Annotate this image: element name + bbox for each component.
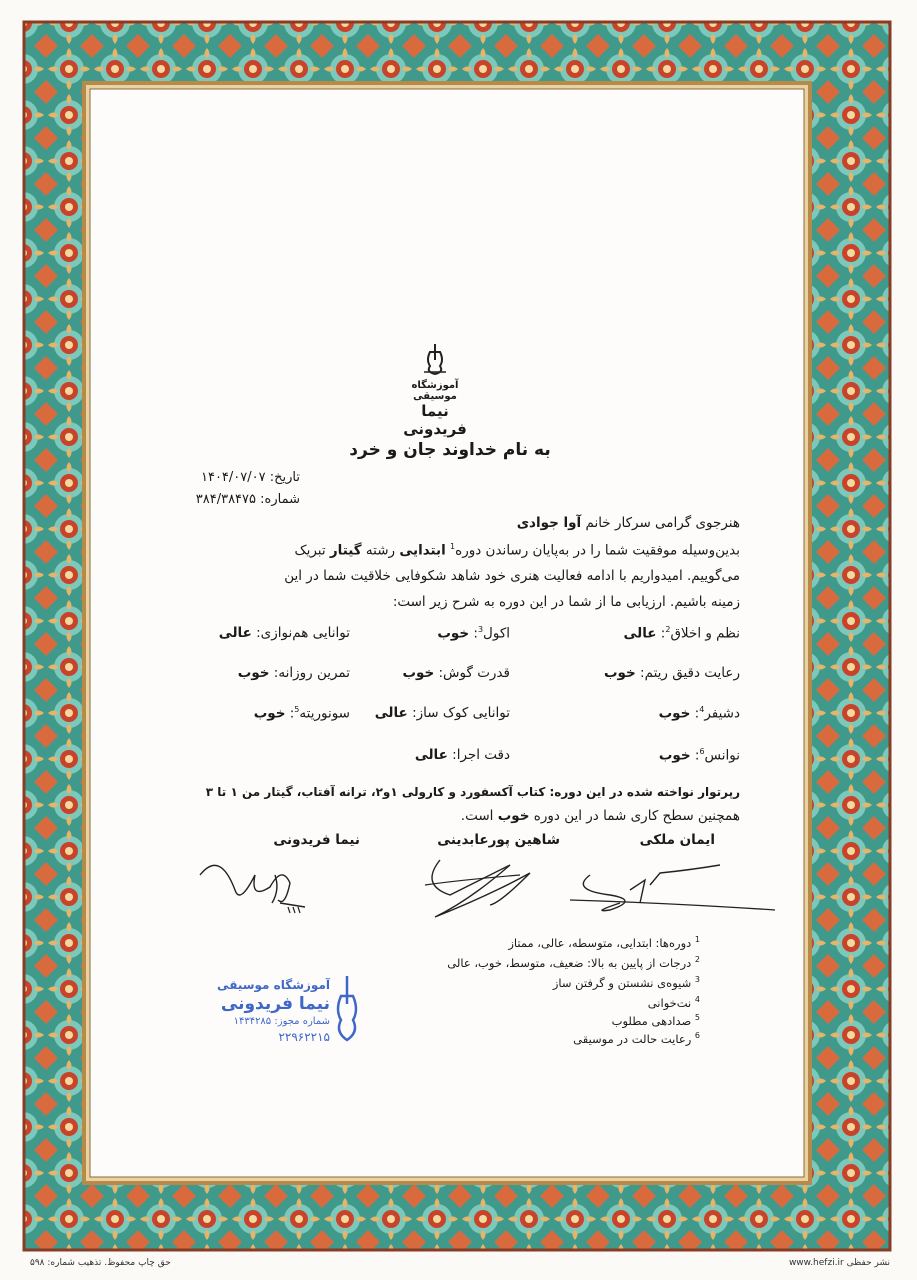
- eval-label: قدرت گوش: [443, 665, 510, 681]
- signatory-name: شاهین پورعابدینی: [437, 832, 560, 848]
- footnote-text: دوره‌ها: ابتدایی، متوسطه، عالی، ممتاز: [508, 935, 692, 950]
- guitar-stamp-icon: [333, 974, 361, 1044]
- date-row: [180, 470, 300, 485]
- footnote-item: [430, 995, 700, 1010]
- eval-label: تمرین روزانه: [278, 665, 350, 681]
- eval-label: توانایی هم‌نوازی: [260, 625, 350, 641]
- paragraph-line1: [180, 542, 740, 559]
- recipient-prefix: هنرجوی گرامی سرکار خانم: [585, 515, 740, 531]
- number-value: ۳۸۴/۳۸۴۷۵: [195, 492, 257, 507]
- copyright-note: حق چاپ محفوظ. تذهیب شماره: ۵۹۸: [30, 1258, 171, 1268]
- course-field: گیتار: [329, 542, 362, 559]
- eval-value: خوب: [437, 625, 470, 642]
- footnote-item: [430, 975, 700, 990]
- eval-item: توانایی هم‌نوازی: عالی: [218, 625, 350, 641]
- eval-item: اکول$^3$: خوب: [437, 625, 510, 642]
- paragraph-line2: می‌گوییم. امیدواریم با ادامه فعالیت هنری خود شاهد شکوفایی خلاقیت شما در این: [284, 568, 740, 584]
- school-stamp: [205, 970, 365, 1050]
- level-line: [180, 808, 740, 824]
- stamp-line4: ۲۲۹۶۲۲۱۵: [278, 1030, 330, 1044]
- eval-sup: 2: [665, 625, 671, 634]
- eval-item: سونوریته$^5$: خوب: [253, 705, 350, 722]
- repertoire-line: رپرتوار نواخته شده در این دوره: کتاب آکسفورد و کارولی ۱و۲، ترانه آفتاب، گیتار من ۱ تا ۳: [205, 785, 740, 799]
- eval-value: خوب: [237, 665, 270, 681]
- eval-item: دشیفر$^4$: خوب: [658, 705, 740, 722]
- eval-item: دقت اجرا: عالی: [414, 747, 510, 763]
- stamp-line1: آموزشگاه موسیقی: [217, 978, 330, 992]
- level-text-a: همچنین سطح کاری شما در این دوره: [533, 808, 740, 824]
- para-text-c: تبریک: [294, 542, 326, 559]
- course-level: ابتدایی: [399, 542, 446, 559]
- footnote-number: 2: [694, 955, 700, 964]
- footnote-number: 5: [694, 1013, 700, 1022]
- eval-item: تمرین روزانه: خوب: [237, 665, 350, 681]
- eval-item: توانایی کوک ساز: عالی: [374, 705, 510, 721]
- eval-item: نظم و اخلاق$^2$: عالی: [623, 625, 740, 642]
- number-label: شماره:: [260, 492, 300, 507]
- school-logo: [395, 342, 475, 438]
- level-text-b: است.: [460, 808, 494, 824]
- eval-label: دقت اجرا: [456, 747, 510, 763]
- eval-sup: 3: [477, 625, 484, 634]
- recipient-name: آوا جوادی: [516, 515, 582, 531]
- para-footnote-ref: 1: [450, 542, 456, 551]
- date-label: تاریخ:: [269, 470, 300, 485]
- footnote-item: [430, 1031, 700, 1046]
- guitar-logo-icon: [420, 342, 450, 376]
- footnote-item: [430, 935, 700, 950]
- eval-value: خوب: [253, 705, 286, 722]
- eval-value: عالی: [374, 705, 408, 721]
- signatures-image: [190, 845, 790, 930]
- footnote-text: صدادهی مطلوب: [611, 1013, 692, 1028]
- eval-sup: 4: [699, 705, 705, 714]
- eval-label: نوانس: [704, 747, 740, 764]
- para-text-a: بدین‌وسیله موفقیت شما را در به‌پایان رساندن دوره: [455, 542, 740, 559]
- stamp-line2: نیما فریدونی: [220, 994, 330, 1014]
- footnote-text: رعایت حالت در موسیقی: [573, 1031, 692, 1046]
- footnote-number: 6: [694, 1031, 700, 1040]
- number-row: [180, 492, 300, 507]
- eval-value: عالی: [623, 625, 657, 642]
- date-value: ۱۴۰۴/۰۷/۰۷: [200, 470, 266, 485]
- paragraph-line3: زمینه باشیم. ارزیابی ما از شما در این دوره به شرح زیر است:: [392, 594, 740, 610]
- eval-value: خوب: [658, 705, 691, 722]
- footnote-text: شیوه‌ی نشستن و گرفتن ساز: [552, 975, 692, 990]
- eval-label: نظم و اخلاق: [670, 625, 740, 642]
- footnote-item: [430, 1013, 700, 1028]
- eval-label: سونوریته: [299, 705, 350, 722]
- level-value: خوب: [497, 808, 530, 824]
- footnote-item: [390, 955, 700, 970]
- footnote-number: 3: [694, 975, 700, 984]
- signatory-name: نیما فریدونی: [273, 832, 360, 848]
- eval-item: رعایت دقیق ریتم: خوب: [603, 665, 740, 681]
- footnote-text: درجات از پایین به بالا: ضعیف، متوسط، خوب، عالی: [447, 955, 692, 970]
- eval-value: خوب: [402, 665, 435, 681]
- eval-sup: 5: [294, 705, 300, 714]
- publisher-note: نشر حفظی www.hefzi.ir: [788, 1258, 890, 1268]
- page-title: به نام خداوند جان و خرد: [349, 440, 551, 460]
- recipient-line: [180, 515, 740, 531]
- stamp-line3: شماره مجوز: ۱۴۳۴۲۸۵: [233, 1016, 330, 1027]
- eval-label: رعایت دقیق ریتم: [644, 665, 740, 681]
- eval-item: نوانس$^6$: خوب: [658, 747, 740, 764]
- signatory-name: ایمان ملکی: [639, 832, 715, 848]
- eval-label: دشیفر: [704, 705, 740, 722]
- eval-value: خوب: [658, 747, 691, 764]
- eval-value: عالی: [218, 625, 252, 641]
- footnote-text: نت‌خوانی: [647, 995, 692, 1010]
- logo-line2: نیما فریدونی: [403, 402, 467, 438]
- footnote-number: 4: [694, 995, 700, 1004]
- eval-item: قدرت گوش: خوب: [402, 665, 510, 681]
- eval-value: عالی: [414, 747, 448, 763]
- footnote-number: 1: [694, 935, 700, 944]
- eval-sup: 6: [699, 747, 705, 756]
- eval-value: خوب: [603, 665, 636, 681]
- eval-label: توانایی کوک ساز: [416, 705, 510, 721]
- para-text-b: رشته: [365, 542, 396, 559]
- eval-label: اکول: [483, 625, 510, 642]
- logo-line1: آموزشگاه موسیقی: [411, 380, 459, 402]
